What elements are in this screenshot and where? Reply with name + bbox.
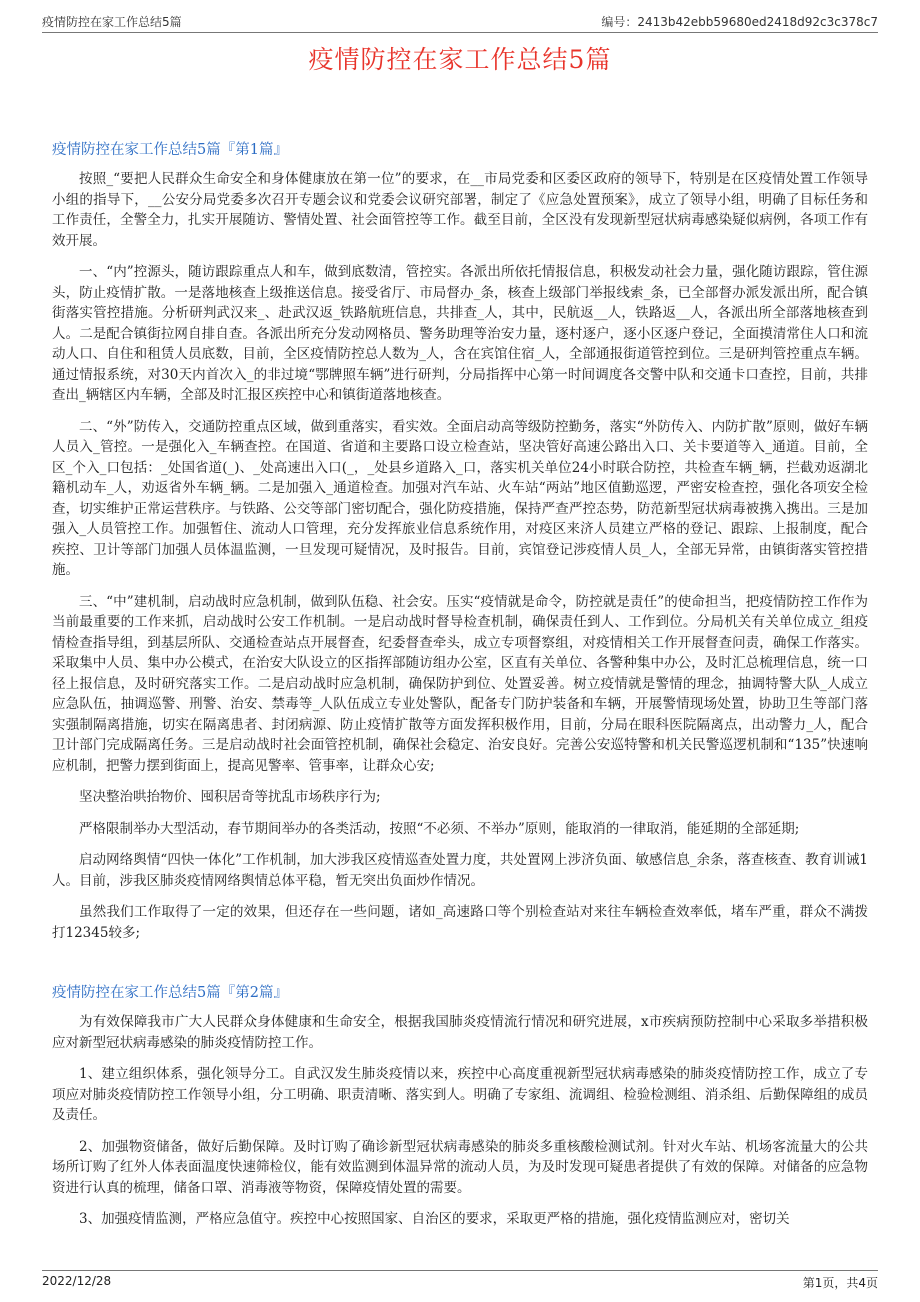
paragraph: 1、建立组织体系，强化领导分工。自武汉发生肺炎疫情以来，疾控中心高度重视新型冠状病毒感染的肺炎疫情防控工作，成立了专项应对肺炎疫情防控工作领导小组，分工明确、职责清晰、落实到人。明确了专家组、流调组、检验检测组、消杀组、后勤保障组的成员及责任。 xyxy=(52,1066,868,1123)
paragraph: 坚决整治哄抬物价、囤积居奇等扰乱市场秩序行为; xyxy=(79,789,381,805)
paragraph: 二、“外”防传入，交通防控重点区域，做到重落实，看实效。全面启动高等级防控勤务，落实“外防传入、内防扩散”原则，做好车辆人员入_管控。一是强化入_车辆查控。在国道、省道和主要路口设立检查站，坚决管好高速公路出入口、关卡要道等入_通道。目前，全区_个入_口包括：_处国省道(_)、_处高速出入口(_，_处县乡道路入_口，落实机关单位24小时联合防控，共检查车辆_辆，拦截劝返湖北籍机动车_人，劝返省外车辆_辆。二是加强入_通道检查。加强对汽车站、火车站“两站”地区值勤巡逻，严密安检查控，强化各项安全检查，切实维护正常运营秩序。与铁路、公交等部门密切配合，强化防疫措施，保持严查严控态势，防范新型冠状病毒被携入携出。三是加强入_人员管控工作。加强暂住、流动人口管理，充分发挥旅业信息系统作用，对疫区来济人员建立严格的登记、跟踪、上报制度，配合疾控、卫计等部门加强人员体温监测，一旦发现可疑情况，及时报告。目前，宾馆登记涉疫情人员_人，全部无异常，由镇街落实管控措施。 xyxy=(52,418,868,578)
footer-date: 2022/12/28 xyxy=(42,1274,112,1288)
header-doc-title: 疫情防控在家工作总结5篇 xyxy=(42,15,182,29)
paragraph: 按照_“要把人民群众生命安全和身体健康放在第一位”的要求，在__市局党委和区委区政府的领导下，特别是在区疫情处置工作领导小组的指导下，__公安分局党委多次召开专题会议和党委会议研究部署，制定了《应急处置预案》，成立了领导小组，明确了目标任务和工作责任，全警全力，扎实开展随访、警情处置、社会面管控等工作。截至目前，全区没有发现新型冠状病毒感染疑似病例，各项工作有效开展。 xyxy=(52,171,868,249)
paragraph: 启动网络舆情“四快一体化”工作机制，加大涉我区疫情巡查处置力度，共处置网上涉济负面、敏感信息_余条，落查核查、教育训诫1人。目前，涉我区肺炎疫情网络舆情总体平稳，暂无突出负面炒作情况。 xyxy=(52,852,868,889)
document-body xyxy=(52,140,868,1241)
document-title: 疫情防控在家工作总结5篇 xyxy=(308,45,612,74)
paragraph: 为有效保障我市广大人民群众身体健康和生命安全，根据我国肺炎疫情流行情况和研究进展，x市疾病预防控制中心采取多举措积极应对新型冠状病毒感染的肺炎疫情防控工作。 xyxy=(52,1014,868,1051)
header-doc-code: 编号：2413b42ebb59680ed2418d92c3c378c7 xyxy=(601,15,878,29)
footer-page-number: 第1页，共4页 xyxy=(802,1276,878,1290)
section-2-heading: 疫情防控在家工作总结5篇『第2篇』 xyxy=(52,985,288,1001)
paragraph: 严格限制举办大型活动，春节期间举办的各类活动，按照“不必须、不举办”原则，能取消的一律取消，能延期的全部延期; xyxy=(79,820,800,837)
paragraph: 3、加强疫情监测，严格应急值守。疾控中心按照国家、自治区的要求，采取更严格的措施，强化疫情监测应对，密切关 xyxy=(79,1211,790,1227)
paragraph: 一、“内”控源头，随访跟踪重点人和车，做到底数清，管控实。各派出所依托情报信息，积极发动社会力量，强化随访跟踪，管住源头，防止疫情扩散。一是落地核查上级推送信息。接受省厅、市局督办_条，核查上级部门举报线索_条，已全部督办派发派出所，配合镇街落实管控措施。分析研判武汉来_、赴武汉返_铁路航班信息，共排查_人，其中，民航返__人，铁路返__人，各派出所全部落地核查到人。二是配合镇街拉网自排自查。各派出所充分发动网格员、警务助理等治安力量，逐村逐户，逐小区逐户登记，全面摸清常住人口和流动人口、自住和租赁人员底数，目前，全区疫情防控总人数为_人，含在宾馆住宿_人，全部通报街道管控到位。三是研判管控重点车辆。通过情报系统，对30天内首次入_的非过境“鄂牌照车辆”进行研判，分局指挥中心第一时间调度各交警中队和交通卡口查控，目前，共排查出_辆辖区内车辆，全部及时汇报区疾控中心和镇街道落地核查。 xyxy=(52,264,868,403)
paragraph: 三、“中”建机制，启动战时应急机制，做到队伍稳、社会安。压实“疫情就是命令，防控就是责任”的使命担当，把疫情防控工作作为当前最重要的工作来抓，启动战时公安工作机制。一是启动战时督导检查机制，确保责任到人、工作到位。分局机关有关单位成立_组疫情检查指导组，到基层所队、交通检查站点开展督查，纪委督查牵头，成立专项督察组，对疫情相关工作开展督查问责，确保工作落实。采取集中人员、集中办公模式，在治安大队设立的区指挥部随访组办公室，区直有关单位、各警种集中办公，及时汇总梳理信息，统一口径上报信息，及时研究落实工作。二是启动战时应急机制，确保防护到位、处置妥善。树立疫情就是警情的理念，抽调特警大队_人成立应急队伍，抽调巡警、刑警、治安、禁毒等_人队伍成立专业处警队，配备专门防护装备和车辆，开展警情现场处置，协助卫生等部门落实强制隔离措施，切实在隔离患者、封闭病源、防止疫情扩散等方面发挥积极作用，目前，分局在眼科医院隔离点，出动警力_人，配合卫计部门完成隔离任务。三是启动战时社会面管控机制，确保社会稳定、治安良好。完善公安巡特警和机关民警巡逻机制和“135”快速响应机制，把警力摆到街面上，提高见警率、管事率，让群众心安; xyxy=(52,593,868,774)
paragraph: 虽然我们工作取得了一定的效果，但还存在一些问题，诸如_高速路口等个别检查站对来往车辆检查效率低，堵车严重，群众不满拨打12345较多; xyxy=(52,904,868,941)
page-header xyxy=(42,10,878,33)
paragraph: 2、加强物资储备，做好后勤保障。及时订购了确诊新型冠状病毒感染的肺炎多重核酸检测试剂。针对火车站、机场客流量大的公共场所订购了红外人体表面温度快速筛检仪，能有效监测到体温异常的流动人员，为及时发现可疑患者提供了有效的保障。对储备的应急物资进行认真的梳理，储备口罩、消毒液等物资，保障疫情处置的需要。 xyxy=(52,1138,868,1196)
page-footer xyxy=(42,1270,878,1293)
section-1-heading: 疫情防控在家工作总结5篇『第1篇』 xyxy=(52,142,288,158)
